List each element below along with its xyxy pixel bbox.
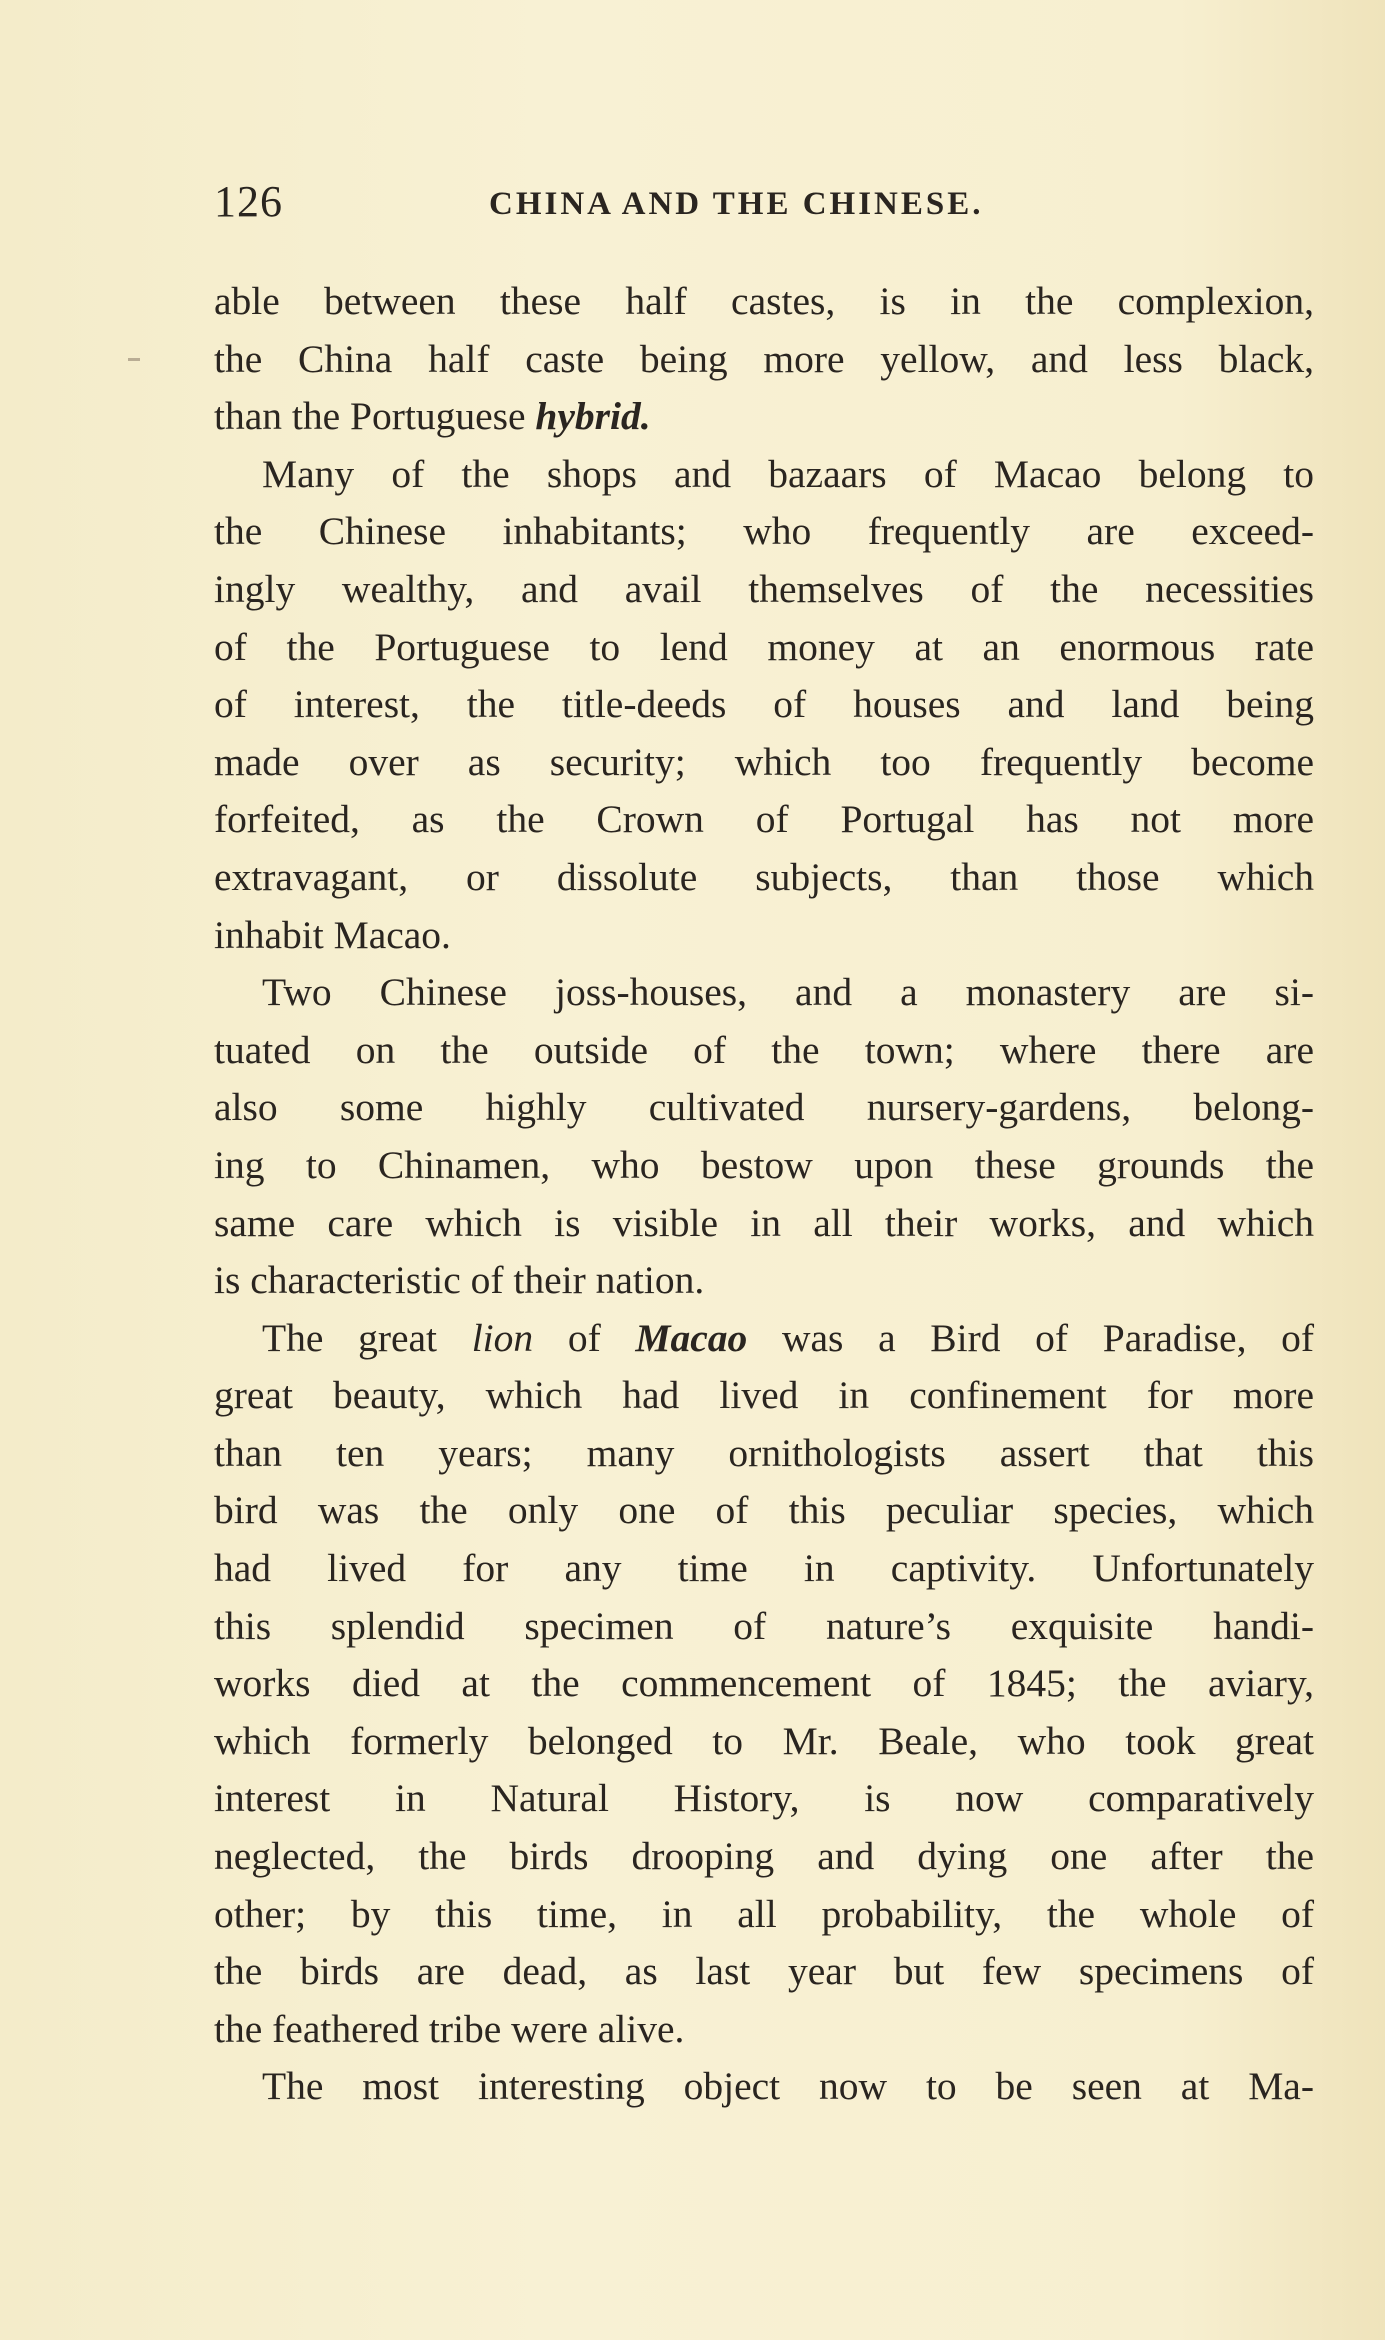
text-run: of bbox=[567, 1315, 601, 1360]
text-line: ingly wealthy, and avail themselves of the necessities bbox=[214, 566, 1314, 611]
text-line: works died at the commencement of 1845; the aviary, bbox=[214, 1661, 1314, 1706]
text-line: than ten years; many ornithologists assert that this bbox=[214, 1430, 1314, 1475]
running-title: CHINA AND THE CHINESE. bbox=[489, 186, 984, 222]
text-line bbox=[214, 1310, 1314, 1368]
text-line: the feathered tribe were alive. bbox=[214, 2006, 685, 2051]
text-line bbox=[214, 388, 1314, 446]
text-run: The great bbox=[262, 1315, 438, 1360]
page-number: 126 bbox=[214, 177, 283, 226]
text-line: is characteristic of their nation. bbox=[214, 1258, 705, 1303]
text-line: forfeited, as the Crown of Portugal has not more bbox=[214, 797, 1314, 842]
text-run: was a Bird of Paradise, of bbox=[781, 1315, 1315, 1360]
text-line: the China half caste being more yellow, and less black, bbox=[214, 336, 1314, 381]
emphasis-lion: lion bbox=[471, 1315, 534, 1360]
body-text bbox=[214, 273, 1314, 2116]
text-line: made over as security; which too frequently become bbox=[214, 739, 1314, 784]
text-line: neglected, the birds drooping and dying one after the bbox=[214, 1834, 1314, 1879]
page-header bbox=[214, 176, 1074, 228]
text-line: ing to Chinamen, who bestow upon these grounds the bbox=[214, 1142, 1314, 1187]
text-line: able between these half castes, is in the complexion, bbox=[214, 279, 1314, 323]
text-line: same care which is visible in all their works, and which bbox=[214, 1200, 1314, 1245]
text-line: extravagant, or dissolute subjects, than those which bbox=[214, 854, 1314, 899]
text-line: of interest, the title-deeds of houses and land being bbox=[214, 682, 1314, 727]
text-line: interest in Natural History, is now comparatively bbox=[214, 1776, 1314, 1821]
text-line: other; by this time, in all probability, the whole of bbox=[214, 1891, 1314, 1936]
text-line: Many of the shops and bazaars of Macao belong to bbox=[262, 451, 1314, 496]
text-line: this splendid specimen of nature’s exquisite handi- bbox=[214, 1603, 1314, 1648]
text-line: also some highly cultivated nursery-gardens, belong- bbox=[214, 1085, 1314, 1130]
text-line: which formerly belonged to Mr. Beale, who took great bbox=[214, 1718, 1314, 1763]
emphasis-hybrid: hybrid. bbox=[535, 394, 651, 439]
text-line: the birds are dead, as last year but few specimens of bbox=[214, 1949, 1314, 1994]
text-line: The most interesting object now to be seen at Ma- bbox=[262, 2064, 1314, 2109]
text-line: tuated on the outside of the town; where there are bbox=[214, 1027, 1314, 1072]
text-line: great beauty, which had lived in confinement for more bbox=[214, 1373, 1314, 1418]
text-line: bird was the only one of this peculiar species, which bbox=[214, 1488, 1314, 1533]
text-line: the Chinese inhabitants; who frequently are exceed- bbox=[214, 509, 1314, 554]
text-line: of the Portuguese to lend money at an enormous rate bbox=[214, 624, 1314, 669]
margin-mark bbox=[128, 358, 140, 361]
emphasis-macao: Macao bbox=[635, 1315, 748, 1360]
text-run: than the Portuguese bbox=[214, 394, 526, 439]
text-line: had lived for any time in captivity. Unfortunately bbox=[214, 1546, 1314, 1591]
text-line: Two Chinese joss-houses, and a monastery are si- bbox=[262, 970, 1314, 1015]
text-line: inhabit Macao. bbox=[214, 912, 451, 957]
